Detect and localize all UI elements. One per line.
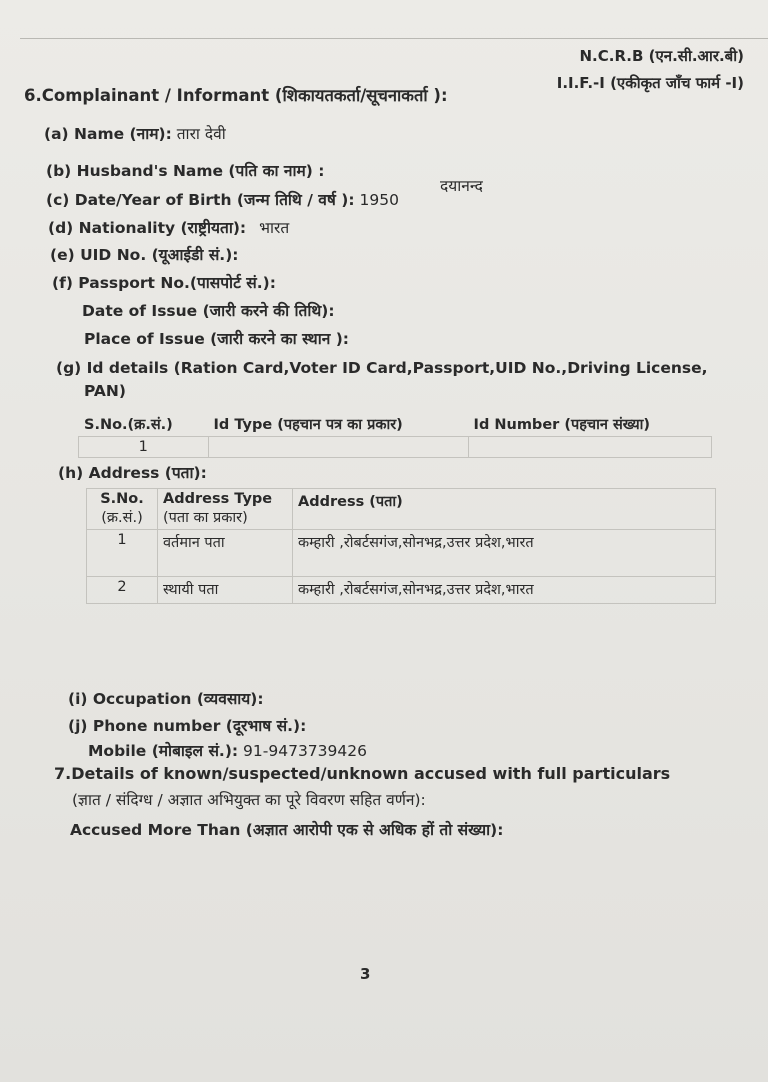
issue-date-label: Date of Issue (जारी करने की तिथि): <box>82 302 335 320</box>
addr-col-sno-hi: (क्र.सं.) <box>101 510 143 526</box>
header-iif: I.I.F.-I (एकीकृत जाँच फार्म -I) <box>556 74 744 92</box>
table-row <box>79 437 712 458</box>
addr-row1-address: कम्हारी ,रोबर्टसगंज,सोनभद्र,उत्तर प्रदेश,भारत <box>293 530 716 577</box>
id-row-type <box>208 437 468 458</box>
section6-title: 6.Complainant / Informant (शिकायतकर्ता/सूचनाकर्ता ): <box>24 86 448 105</box>
id-table-header <box>79 412 712 437</box>
addr-row2-type: स्थायी पता <box>158 577 293 604</box>
mobile-label: Mobile (मोबाइल सं.): <box>88 742 239 760</box>
id-col-type: Id Type (पहचान पत्र का प्रकार) <box>208 412 468 437</box>
husband-label: (b) Husband's Name (पति का नाम) : <box>46 162 325 180</box>
section7-subtitle: (ज्ञात / संदिग्ध / अज्ञात अभियुक्त का पूरे विवरण सहित वर्णन): <box>72 791 426 809</box>
addr-row2-sno: 2 <box>87 577 158 604</box>
table-row <box>87 577 716 604</box>
accused-more-than-label: Accused More Than (अज्ञात आरोपी एक से अधिक हों तो संख्या): <box>70 821 504 839</box>
address-table-header <box>87 489 716 530</box>
addr-row2-address: कम्हारी ,रोबर्टसगंज,सोनभद्र,उत्तर प्रदेश,भारत <box>293 577 716 604</box>
id-col-sno: S.No.(क्र.सं.) <box>79 412 209 437</box>
address-table <box>86 488 716 604</box>
addr-col-type-en: Address Type <box>163 491 273 507</box>
section7-title: 7.Details of known/suspected/unknown accused with full particulars <box>54 764 671 783</box>
addr-row1-type: वर्तमान पता <box>158 530 293 577</box>
name-label: (a) Name (नाम): <box>44 125 172 143</box>
husband-row <box>46 159 324 181</box>
addr-col-type-hi: (पता का प्रकार) <box>163 510 248 526</box>
address-label: (h) Address (पता): <box>58 464 207 482</box>
dob-label: (c) Date/Year of Birth (जन्म तिथि / वर्ष ): <box>46 191 355 209</box>
table-row <box>87 530 716 577</box>
name-row <box>44 122 226 144</box>
uid-label: (e) UID No. (यूआईडी सं.): <box>50 246 239 264</box>
mobile-row <box>88 739 367 761</box>
mobile-value: 91-9473739426 <box>243 742 367 760</box>
name-value: तारा देवी <box>176 125 226 143</box>
nationality-value: भारत <box>259 219 290 237</box>
id-details-label-2: PAN) <box>84 382 126 400</box>
nationality-label: (d) Nationality (राष्ट्रीयता): <box>48 219 247 237</box>
id-details-label: (g) Id details (Ration Card,Voter ID Card,Passport,UID No.,Driving License, <box>56 359 708 377</box>
header-ncrb: N.C.R.B (एन.सी.आर.बी) <box>579 47 744 65</box>
husband-value: दयानन्द <box>440 177 483 195</box>
addr-col-sno <box>87 489 158 530</box>
passport-label: (f) Passport No.(पासपोर्ट सं.): <box>52 274 276 292</box>
id-table <box>78 411 712 458</box>
addr-col-sno-en: S.No. <box>100 491 144 507</box>
phone-label: (j) Phone number (दूरभाष सं.): <box>68 717 307 735</box>
id-row-number <box>468 437 711 458</box>
occupation-label: (i) Occupation (व्यवसाय): <box>68 690 264 708</box>
nationality-row <box>48 216 289 238</box>
top-rule <box>20 38 768 39</box>
dob-value: 1950 <box>359 191 399 209</box>
id-row-sno: 1 <box>79 437 209 458</box>
addr-col-type <box>158 489 293 530</box>
dob-row <box>46 188 399 210</box>
issue-place-label: Place of Issue (जारी करने का स्थान ): <box>84 330 350 348</box>
page-number: 3 <box>360 965 371 983</box>
addr-row1-sno: 1 <box>87 530 158 577</box>
id-col-number: Id Number (पहचान संख्या) <box>468 412 711 437</box>
addr-col-address: Address (पता) <box>293 489 716 530</box>
